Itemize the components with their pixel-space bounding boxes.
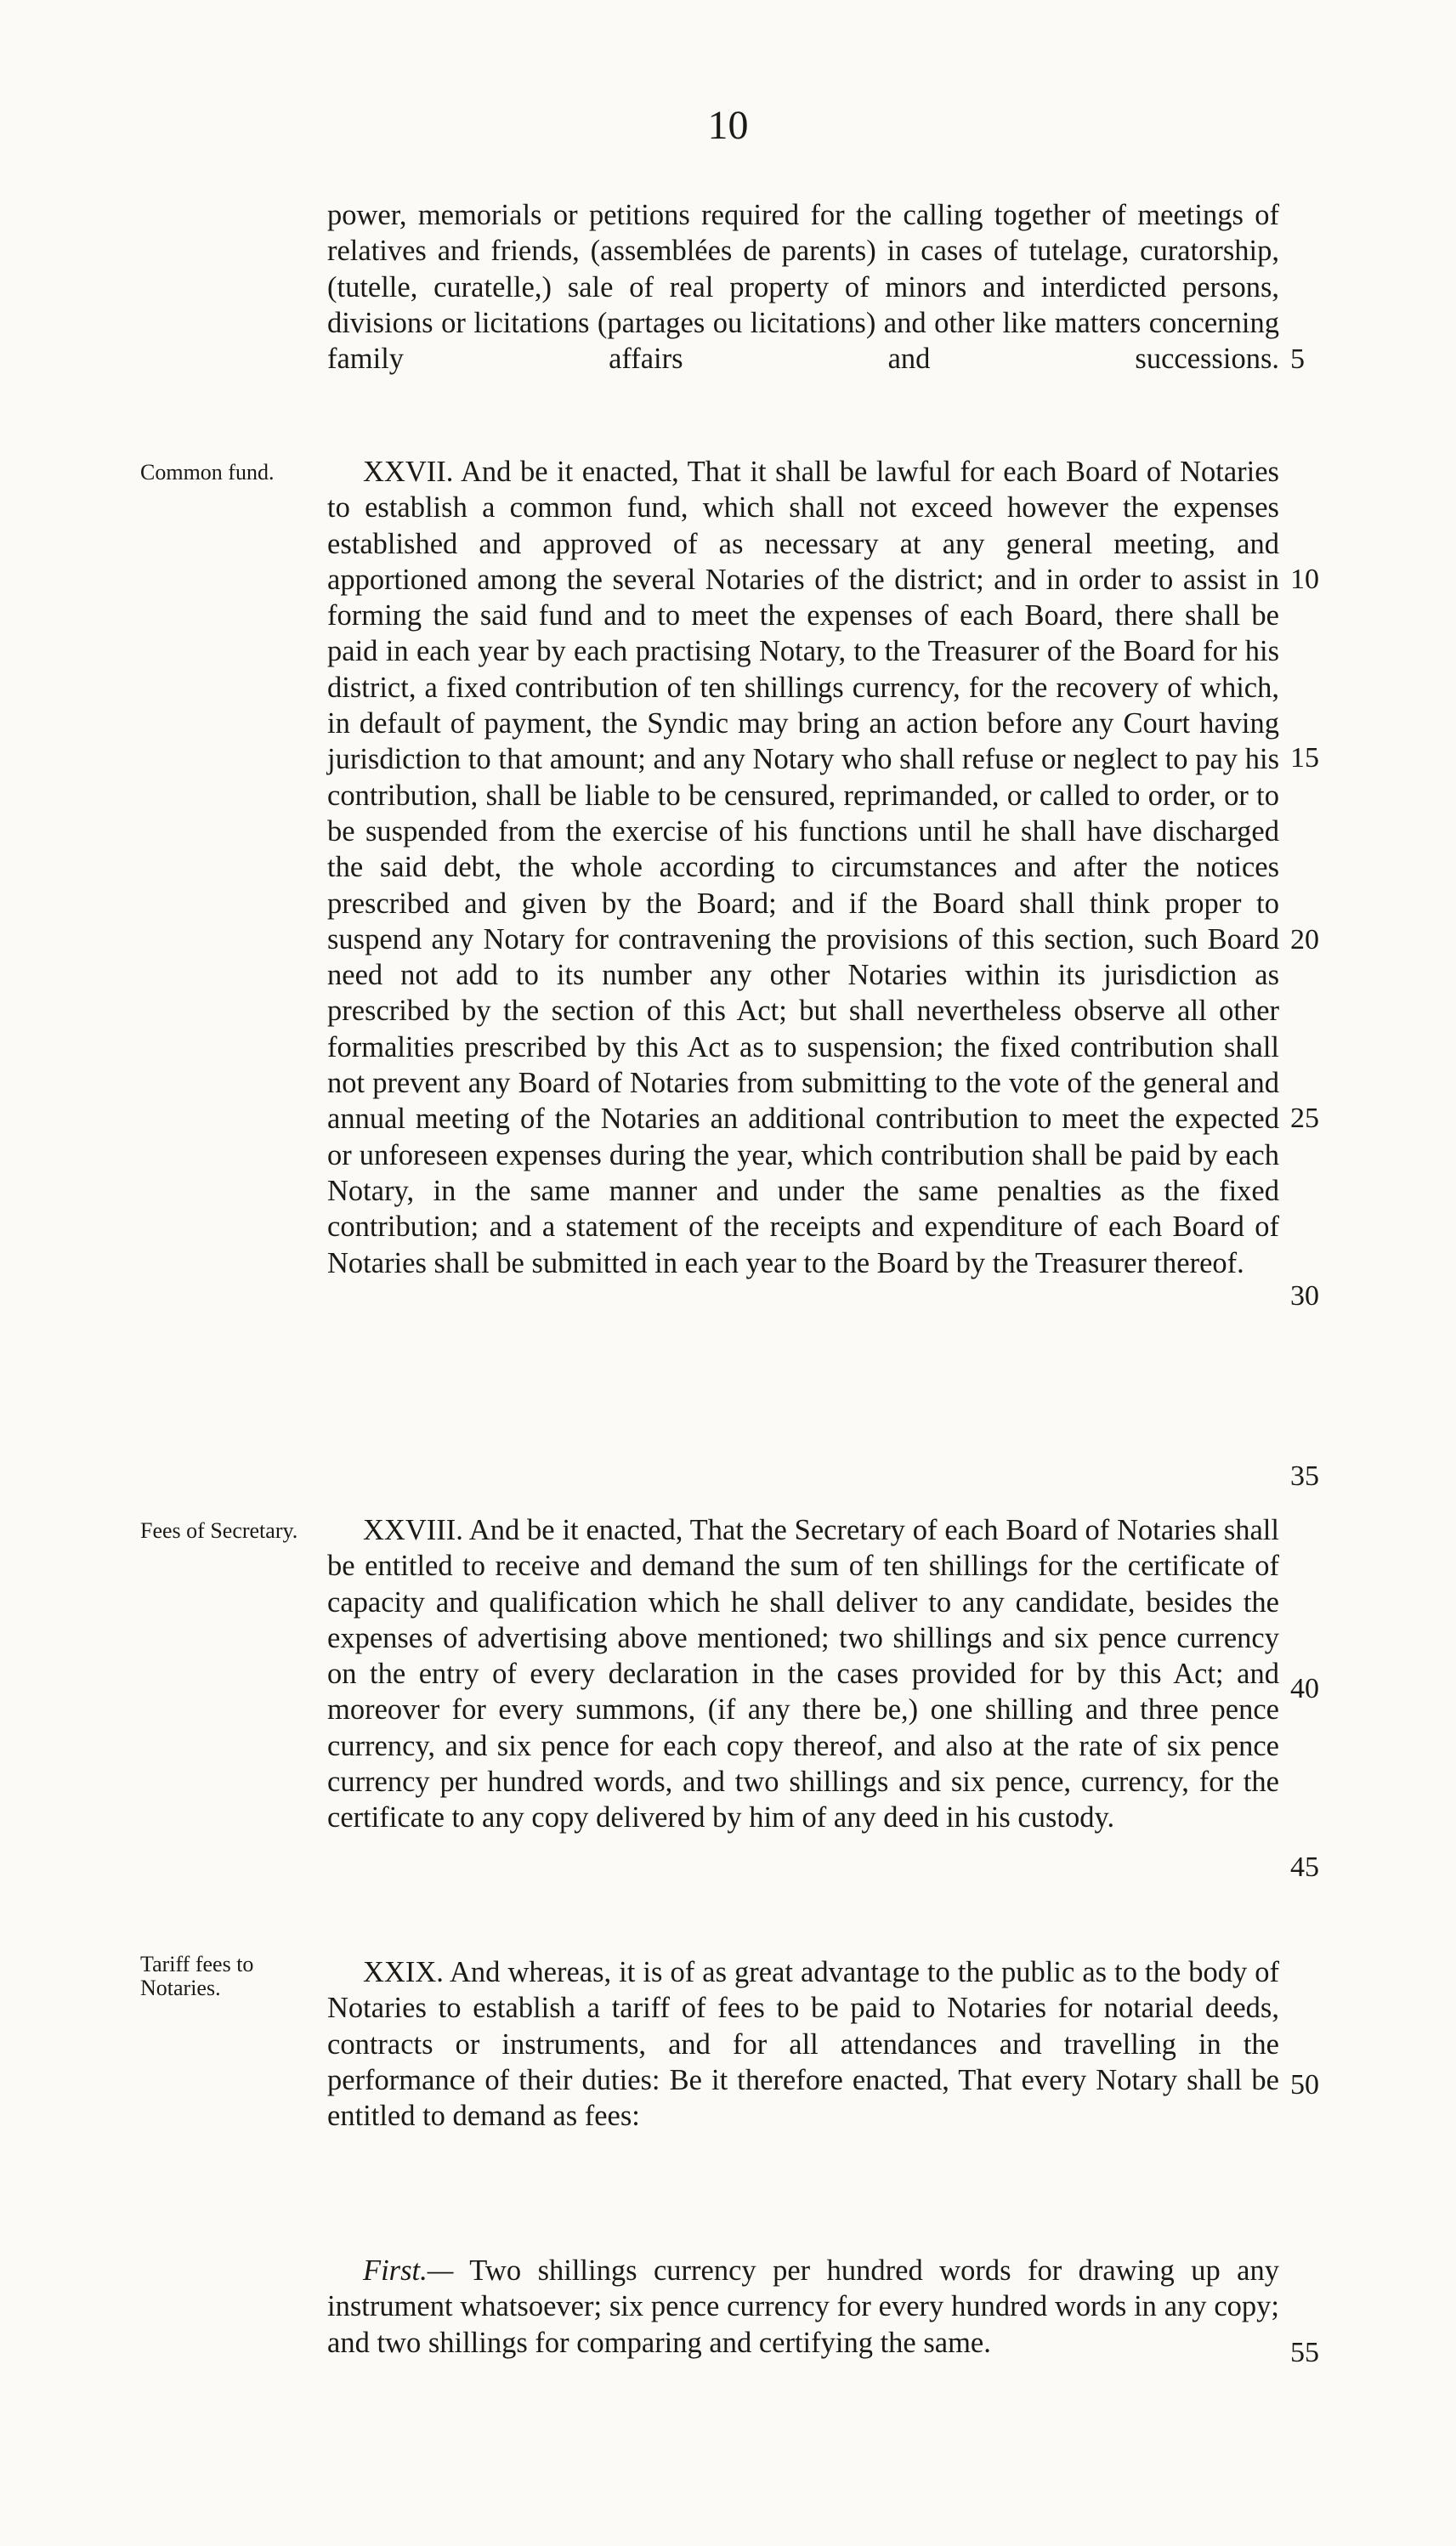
section-xxix: [327, 1954, 1279, 2134]
section-number: XXIX.: [363, 1956, 444, 1988]
line-number: 10: [1290, 564, 1319, 595]
line-number: 5: [1290, 343, 1305, 375]
line-number: 30: [1290, 1280, 1319, 1312]
section-xxviii: [327, 1512, 1279, 1836]
section-number: XXVII.: [363, 456, 454, 488]
line-number: 15: [1290, 742, 1319, 774]
line-number: 45: [1290, 1851, 1319, 1883]
section-text: And whereas, it is of as great advantage to the public as to the body of Notaries to establish a tariff of fees to be paid to Notaries for notarial deeds, contracts or instruments, and for all attendances and travelling in the performance of their duties: Be it therefore enacted, That every Notary shall be entitled to demand as fees:: [327, 1956, 1279, 2133]
section-text: And be it enacted, That it shall be lawful for each Board of Notaries to establish a common fund, which shall not exceed however the expenses established and approved of as necessary at any general meeting, and apportioned among the several Notaries of the district; and in order to assist in forming the said fund and to meet the expenses of each Board, there shall be paid in each year by each practising Notary, to the Treasurer of the Board for his district, a fixed contribution of ten shillings currency, for the recovery of which, in default of payment, the Syndic may bring an action before any Court having jurisdiction to that amount; and any Notary who shall refuse or neglect to pay his contribution, shall be liable to be censured, reprimanded, or called to order, or to be suspended from the exercise of his functions until he shall have discharged the said debt, the whole according to circumstances and after the notices prescribed and given by the Board; and if the Board shall think proper to suspend any Notary for contravening the provisions of this section, such Board need not add to its number any other Notaries within its jurisdiction as prescribed by the section of this Act; but shall nevertheless observe all other formalities prescribed by this Act as to suspension; the fixed contribution shall not prevent any Board of Notaries from submitting to the vote of the general and annual meeting of the Notaries an additional contribution to meet the expected or unforeseen expenses during the year, which contribution shall be paid by each Notary, in the same manner and under the same penalties as the fixed contribution; and a statement of the receipts and expenditure of each Board of Notaries shall be submitted in each year to the Board by the Treasurer thereof.: [327, 456, 1279, 1279]
item-text: Two shillings currency per hundred words for drawing up any instrument whatsoever; six pence currency for every hundred words in any copy; and two shillings for comparing and certifying the same.: [327, 2254, 1279, 2359]
intro-text: power, memorials or petitions required for the calling together of meetings of relatives and friends, (assemblées de parents) in cases of tutelage, curatorship, (tutelle, curatelle,) sale of real property of minors and interdicted persons, divisions or licitations (partages ou licitations) and other like matters concerning family affairs and successions.: [327, 199, 1279, 376]
intro-paragraph: [327, 197, 1279, 377]
line-number: 50: [1290, 2069, 1319, 2101]
section-xxvii: [327, 454, 1279, 1281]
section-number: XXVIII.: [363, 1514, 463, 1546]
line-number: 35: [1290, 1460, 1319, 1492]
first-item: [327, 2253, 1279, 2361]
section-text: And be it enacted, That the Secretary of each Board of Notaries shall be entitled to receive and demand the sum of ten shillings for the certificate of capacity and qualification which he shall deliver to any candidate, besides the expenses of advertising above mentioned; two shillings and six pence currency on the entry of every declaration in the cases provided for by this Act; and moreover for every summons, (if any there be,) one shilling and three pence currency, and six pence for each copy thereof, and also at the rate of six pence currency per hundred words, and two shillings and six pence, currency, for the certificate to any copy delivered by him of any deed in his custody.: [327, 1514, 1279, 1834]
marginal-note-common-fund: Common fund.: [140, 460, 275, 485]
line-number: 25: [1290, 1103, 1319, 1134]
marginal-note-tariff-fees: Tariff fees to Notaries.: [140, 1952, 254, 2000]
line-number: 20: [1290, 924, 1319, 955]
line-number: 40: [1290, 1673, 1319, 1704]
page-number: 10: [707, 103, 749, 148]
item-label: First.—: [363, 2254, 454, 2287]
line-number: 55: [1290, 2337, 1319, 2368]
marginal-note-fees-of-secretary: Fees of Secretary.: [140, 1518, 298, 1543]
